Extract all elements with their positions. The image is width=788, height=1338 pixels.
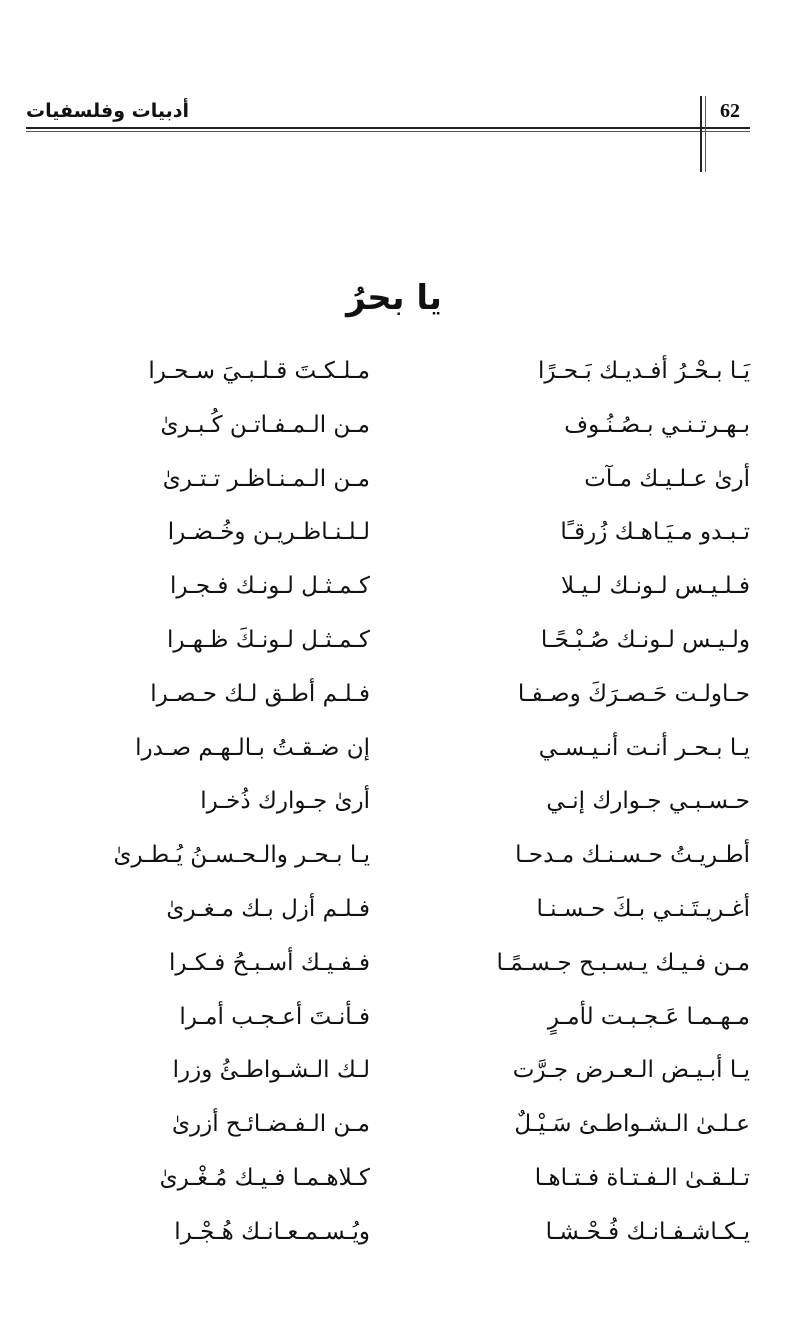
verse-second-hemistich: فـلـم أزل بـك مـغـرىٰ: [166, 895, 370, 922]
verse-first-hemistich: يـكـاشـفـانـك فُـحْـشـا: [545, 1218, 750, 1245]
verse: [40, 458, 750, 512]
verse-first-hemistich: أطـريـتُ حـسـنـك مـدحـا: [515, 842, 750, 869]
verse-first-hemistich: مـن فـيـك يـسـبـح جـسـمًـا: [496, 949, 750, 976]
verse-second-hemistich: أرىٰ جـوارك ذُخـرا: [200, 788, 370, 815]
header-rule: [26, 127, 750, 129]
verse-second-hemistich: كـلاهـمـا فـيـك مُـغْـرىٰ: [159, 1164, 370, 1191]
verse-second-hemistich: كـمـثـل لـونـك فـجـرا: [170, 573, 370, 600]
verse: [40, 1157, 750, 1211]
verse-first-hemistich: مـهـمـا عَـجـبـت لأمـرٍ: [547, 1003, 750, 1030]
verse-first-hemistich: ولـيـس لـونـك صُـبْـحًـا: [540, 626, 750, 653]
verse-first-hemistich: أرىٰ عـلـيـك مـآت: [584, 465, 750, 492]
verse: [40, 673, 750, 727]
verse-second-hemistich: فـأنـتَ أعـجـب أمـرا: [179, 1003, 370, 1030]
verse-second-hemistich: كـمـثـل لـونـكَ ظـهـرا: [166, 626, 370, 653]
verse: [40, 888, 750, 942]
verse-second-hemistich: إن ضـقـتُ بـالـهـم صـدرا: [135, 734, 370, 761]
verse-first-hemistich: يَـا بـحْـرُ أفـديـك بَـحـرًا: [537, 358, 750, 384]
poem-title: يا بحرُ: [346, 278, 442, 318]
verse: [40, 942, 750, 996]
running-head-title: أدبيات وفلسفيات: [26, 100, 189, 122]
verse: [40, 727, 750, 781]
verse-second-hemistich: مـن الـفـضـائـح أزرىٰ: [172, 1111, 370, 1138]
verse-first-hemistich: عـلـىٰ الـشـواطـئ سَـيْـلٌ: [514, 1111, 750, 1138]
verse: [40, 619, 750, 673]
verse-second-hemistich: لـك الـشـواطـئُ وزرا: [172, 1057, 370, 1084]
verse: [40, 780, 750, 834]
verse: [40, 996, 750, 1050]
verse-second-hemistich: فـلـم أطـق لـك حـصـرا: [150, 680, 370, 707]
verse: [40, 834, 750, 888]
verse-second-hemistich: مـن الـمـنـاظـر تـتـرىٰ: [162, 465, 370, 492]
header-vertical-rule: [700, 96, 702, 172]
verse: [40, 1049, 750, 1103]
poem-verses: [40, 350, 750, 1265]
verse-second-hemistich: فـفـيـك أسـبـحُ فـكـرا: [169, 949, 370, 976]
verse-first-hemistich: يـا أبـيـض الـعـرض جـرَّت: [512, 1057, 750, 1084]
header-rule-thin: [26, 131, 750, 132]
page-header: [26, 96, 750, 136]
verse-second-hemistich: يـا بـحـر والـحـسـنُ يُـطـرىٰ: [113, 842, 370, 869]
verse-second-hemistich: ويُـسـمـعـانـك هُـجْـرا: [174, 1218, 370, 1245]
verse-second-hemistich: لـلـنـاظـريـن وخُـضـرا: [167, 519, 370, 546]
verse: [40, 404, 750, 458]
verse-first-hemistich: بـهـرتـنـي بـصُـنُـوف: [564, 411, 750, 438]
verse: [40, 511, 750, 565]
verse-first-hemistich: فـلـيـس لـونـك لـيـلا: [560, 573, 750, 600]
verse-first-hemistich: حـسـبـي جـوارك إنـي: [546, 788, 750, 815]
verse: [40, 350, 750, 404]
verse-second-hemistich: مـن الـمـفـاتـن كُـبـرىٰ: [160, 411, 370, 438]
verse: [40, 1211, 750, 1265]
verse-first-hemistich: أغـريـتَـنـي بـكَ حـسـنـا: [536, 895, 750, 922]
verse-second-hemistich: مـلـكـتَ قـلـبـيَ سـحـرا: [148, 358, 370, 384]
page-number: 62: [720, 100, 740, 122]
verse: [40, 1103, 750, 1157]
verse-first-hemistich: تـبـدو مـيَـاهـك زُرقـًا: [560, 519, 750, 546]
verse-first-hemistich: حـاولـت حَـصـرَكَ وصـفـا: [517, 680, 750, 707]
verse-first-hemistich: يـا بـحـر أنـت أنـيـسـي: [538, 734, 750, 761]
verse: [40, 565, 750, 619]
header-vertical-rule-thin: [705, 96, 706, 172]
verse-first-hemistich: تـلـقـىٰ الـفـتـاة فـتـاهـا: [534, 1164, 750, 1191]
